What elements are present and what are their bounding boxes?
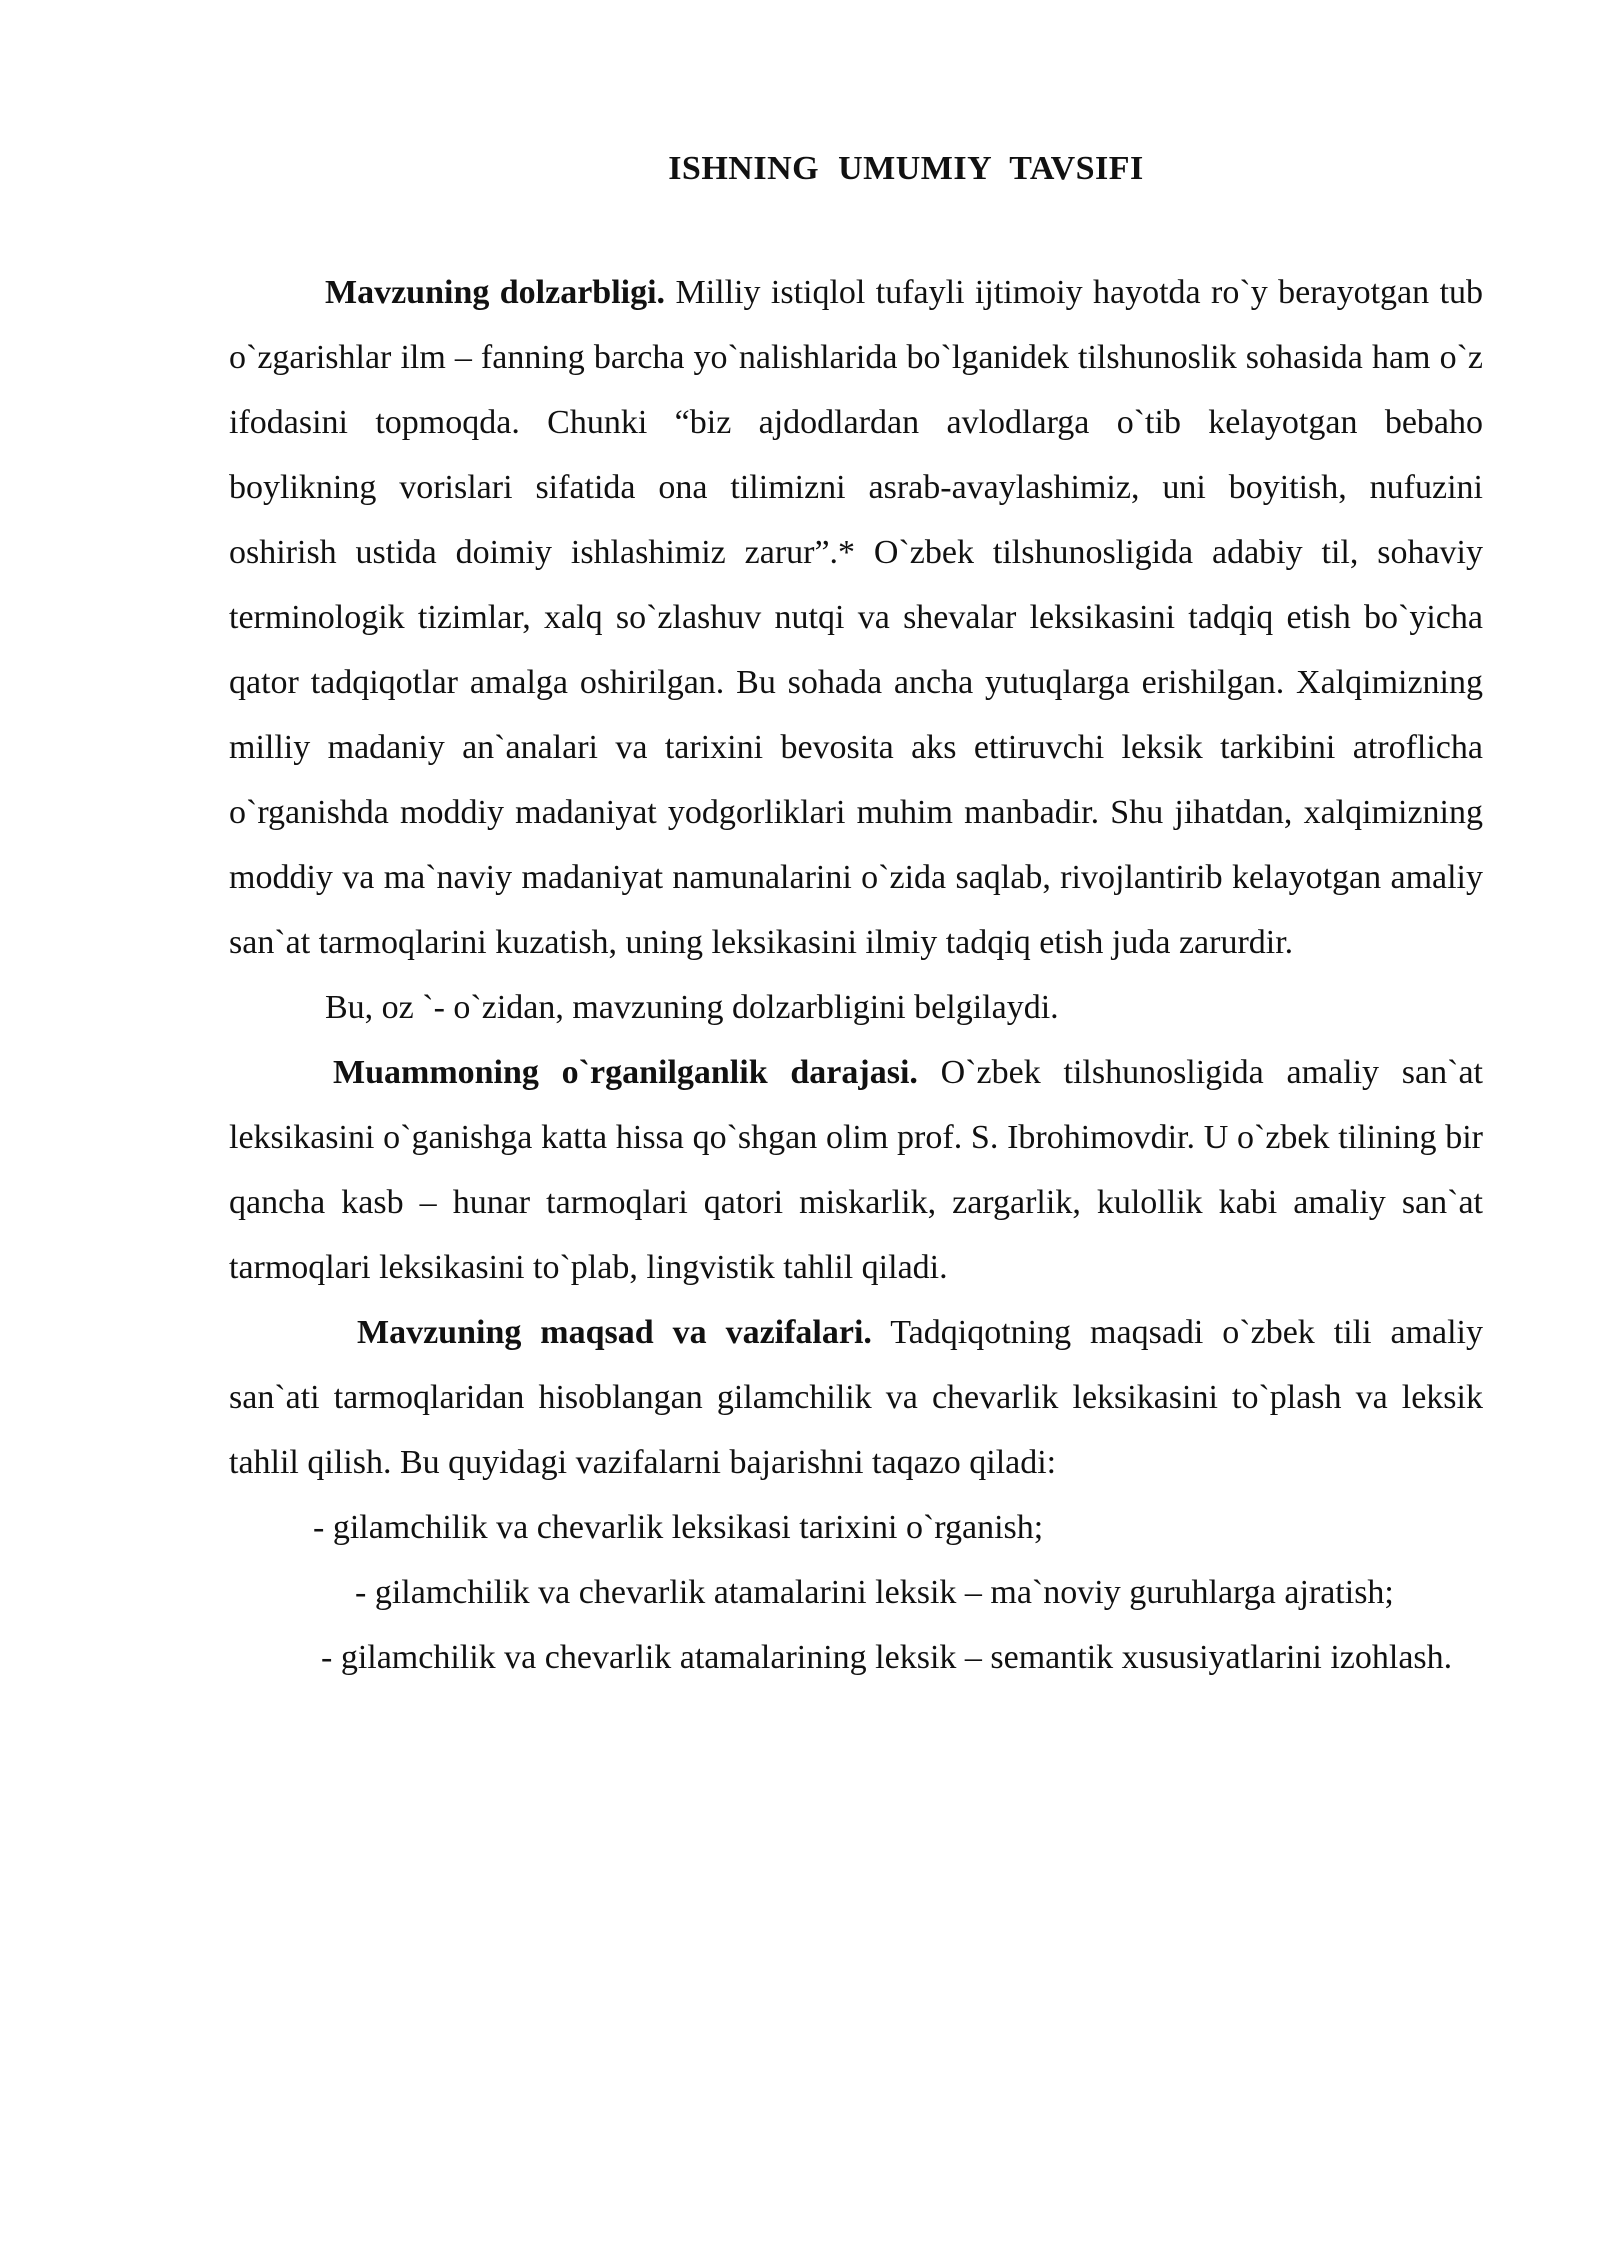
paragraph-relevance-conclusion: [229, 975, 1483, 1040]
list-item: [229, 1625, 1483, 1690]
list-item-text: - gilamchilik va chevarlik leksikasi tarixini o`rganish;: [313, 1509, 1044, 1546]
list-item-text: - gilamchilik va chevarlik atamalarining leksik – semantik xususiyatlarini izohlash.: [321, 1639, 1453, 1676]
paragraph-heading-relevance: Mavzuning dolzarbligi.: [325, 274, 666, 311]
paragraph-heading-goals: Mavzuning maqsad va vazifalari.: [357, 1314, 872, 1351]
paragraph-text-study-level: O`zbek tilshunosligida amaliy san`at leksikasini o`ganishga katta hissa qo`shgan olim prof. S. Ibrohimovdir. U o`zbek tilining bir qancha kasb – hunar tarmoqlari qatori miskarlik, zargarlik, kulollik kabi amaliy san`at tarmoqlari leksikasini to`plab, lingvistik tahlil qiladi.: [229, 1054, 1483, 1286]
list-item: [229, 1495, 1483, 1560]
paragraph-text-goals: Tadqiqotning maqsadi o`zbek tili amaliy san`ati tarmoqlaridan hisoblangan gilamchilik va chevarlik leksikasini to`plash va leksik tahlil qilish. Bu quyidagi vazifalarni bajarishni taqazo qiladi:: [229, 1314, 1483, 1481]
paragraph-text-relevance: Milliy istiqlol tufayli ijtimoiy hayotda ro`y berayotgan tub o`zgarishlar ilm – fanning barcha yo`nalishlarida bo`lganidek tilshunoslik sohasida ham o`z ifodasini topmoqda. Chunki “biz ajdodlardan avlodlarga o`tib kelayotgan bebaho boylikning vorislari sifatida ona tilimizni asrab-avaylashimiz, uni boyitish, nufuzini oshirish ustida doimiy ishlashimiz zarur”.* O`zbek tilshunosligida adabiy til, sohaviy terminologik tizimlar, xalq so`zlashuv nutqi va shevalar leksikasini tadqiq etish bo`yicha qator tadqiqotlar amalga oshirilgan. Bu sohada ancha yutuqlarga erishilgan. Xalqimizning milliy madaniy an`analari va tarixini bevosita aks ettiruvchi leksik tarkibini atroflicha o`rganishda moddiy madaniyat yodgorliklari muhim manbadir. Shu jihatdan, xalqimizning moddiy va ma`naviy madaniyat namunalarini o`zida saqlab, rivojlantirib kelayotgan amaliy san`at tarmoqlarini kuzatish, uning leksikasini ilmiy tadqiq etish juda zarurdir.: [229, 274, 1484, 961]
paragraph-relevance: [229, 260, 1483, 975]
list-item-text: - gilamchilik va chevarlik atamalarini leksik – ma`noviy guruhlarga ajratish;: [355, 1574, 1394, 1611]
paragraph-text-relevance-conclusion: Bu, oz `- o`zidan, mavzuning dolzarbligini belgilaydi.: [325, 989, 1059, 1026]
document-body: [229, 150, 1483, 1690]
list-item: [229, 1560, 1483, 1625]
paragraph-study-level: [229, 1040, 1483, 1300]
paragraph-goals: [229, 1300, 1483, 1495]
document-title: ISHNING UMUMIY TAVSIFI: [668, 150, 1144, 187]
paragraph-heading-study-level: Muammoning o`rganilganlik darajasi.: [333, 1054, 918, 1091]
